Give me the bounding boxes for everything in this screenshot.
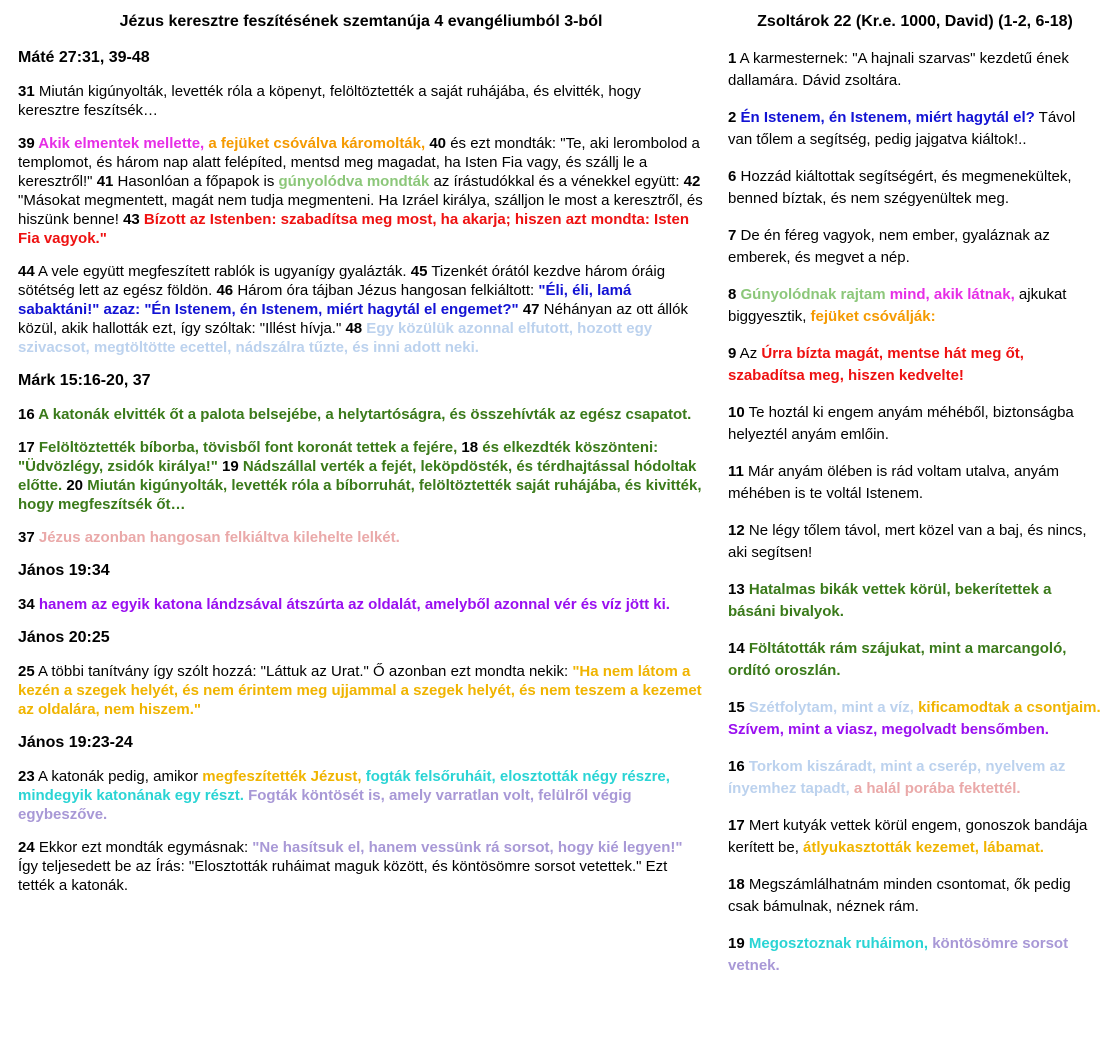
verse	[728, 815, 1102, 859]
verse-text: Mert kutyák vettek körül engem, gonoszok bandája kerített be,	[728, 817, 1088, 856]
verse-number: 11	[728, 463, 744, 480]
verse-text: megfeszítették Jézust,	[202, 768, 362, 785]
verse-text: Nádszállal verték a fejét, leköpdösték, és térdhajtással hódoltak előtte.	[18, 458, 697, 494]
verse	[18, 438, 704, 514]
verse-text: Így teljesedett be az Írás: "Elosztották ruháimat maguk között, és köntösömre sorsot vetettek." Ezt tették a katonák.	[18, 858, 668, 894]
verse-number: 42	[683, 173, 701, 190]
verse-text: az írástudókkal és a vénekkel együtt:	[429, 173, 684, 190]
verse-number: 10	[728, 404, 745, 421]
verse-text: A katonák pedig, amikor	[34, 768, 203, 785]
gospel-sections	[18, 48, 704, 895]
verse	[18, 767, 704, 824]
verse	[18, 262, 704, 357]
verse	[728, 579, 1102, 623]
verse-text: Hatalmas bikák vettek körül, bekerítettek a básáni bivalyok.	[728, 581, 1052, 620]
verse-number: 8	[728, 286, 737, 303]
section-heading: Márk 15:16-20, 37	[18, 372, 151, 389]
verse	[728, 461, 1102, 505]
verse-number: 16	[728, 758, 745, 775]
section-heading: János 20:25	[18, 629, 110, 646]
verse	[18, 528, 704, 547]
verse-number: 17	[18, 439, 35, 456]
verse-number: 44	[18, 263, 35, 280]
verse	[18, 838, 704, 895]
verse	[728, 520, 1102, 564]
verse-number: 18	[728, 876, 745, 893]
verse-text: A vele együtt megfeszített rablók is ugyanígy gyalázták.	[34, 263, 411, 280]
verse-number: 15	[728, 699, 745, 716]
verse	[728, 756, 1102, 800]
verse-text: Megszámlálhatnám minden csontomat, ők pedig csak bámulnak, néznek rám.	[728, 876, 1071, 915]
verse-number: 45	[410, 263, 428, 280]
verse-text: Bízott az Istenben: szabadítsa meg most, ha akarja; hiszen azt mondta: Isten Fia vagyok."	[18, 211, 690, 247]
verse-text: és ezt mondták: "Te, aki lerombolod a templomot, és három nap alatt felépíted, mentsd meg magadat, ha Isten Fia vagy, és szállj le a keresztről!"	[18, 135, 700, 190]
verse-text: fogták felsőruháit, elosztották négy részre, mindegyik katonának egy részt.	[18, 768, 670, 804]
verse-number: 9	[728, 345, 737, 362]
verse-number: 20	[66, 477, 84, 494]
verse-text: kificamodtak a csontjaim.	[913, 699, 1101, 716]
verse-text: a halál porába fektettél.	[849, 780, 1021, 797]
section-heading: János 19:34	[18, 562, 110, 579]
verse-text: gúnyolódva mondták	[278, 173, 430, 190]
verse	[728, 107, 1102, 151]
verse-text: Akik elmentek mellette,	[34, 135, 205, 152]
verse-text: Felöltöztették bíborba, tövisből font koronát tettek a fejére,	[34, 439, 462, 456]
verse-number: 7	[728, 227, 737, 244]
verse-text: Ne légy tőlem távol, mert közel van a baj, és nincs, aki segítsen!	[728, 522, 1087, 561]
verse-number: 17	[728, 817, 745, 834]
verse	[728, 874, 1102, 918]
verse-number: 31	[18, 83, 35, 100]
verse-text: De én féreg vagyok, nem ember, gyaláznak az emberek, és megvet a nép.	[728, 227, 1050, 266]
verse-text: Három óra tájban Jézus hangosan felkiáltott:	[233, 282, 539, 299]
verse-text: és elkezdték köszönteni: "Üdvözlégy, zsidók királya!"	[18, 439, 659, 475]
verse	[18, 595, 704, 614]
verse	[18, 405, 704, 424]
verse-text: mind, akik látnak,	[885, 286, 1015, 303]
verse-number: 39	[18, 135, 35, 152]
verse-text: fejüket csóválják:	[810, 308, 936, 325]
verse-text: Én Istenem, én Istenem, miért hagytál el?	[736, 109, 1035, 126]
verse	[728, 933, 1102, 977]
psalm-title: Zsoltárok 22 (Kr.e. 1000, David) (1-2, 6-18)	[757, 13, 1073, 30]
verse-number: 18	[461, 439, 479, 456]
verse-text: "Éli, éli, lamá sabaktáni!" azaz: "Én Istenem, én Istenem, miért hagytál el engemet?"	[18, 282, 632, 318]
verse-number: 13	[728, 581, 745, 598]
verse-number: 2	[728, 109, 737, 126]
verse-text: Gúnyolódnak rajtam	[736, 286, 886, 303]
verse-text: Torkom kiszáradt, mint a cserép, nyelvem az ínyemhez tapadt,	[728, 758, 1066, 797]
gospel-column	[18, 0, 704, 909]
verse-text: Te hoztál ki engem anyám méhéből, biztonságba helyeztél anyám emlőin.	[728, 404, 1074, 443]
verse-number: 24	[18, 839, 35, 856]
verse-text: A karmesternek: "A hajnali szarvas" kezdetű ének dallamára. Dávid zsoltára.	[728, 50, 1069, 89]
verse	[728, 284, 1102, 328]
verse-text: Úrra bízta magát, mentse hát meg őt, szabadítsa meg, hiszen kedvelte!	[728, 345, 1024, 384]
verse	[18, 134, 704, 248]
verse-number: 48	[345, 320, 363, 337]
verse	[728, 402, 1102, 446]
verse-text: a fejüket csóválva káromolták,	[204, 135, 426, 152]
verse	[728, 697, 1102, 741]
verse-number: 16	[18, 406, 35, 423]
verse-number: 6	[728, 168, 737, 185]
verse-number: 23	[18, 768, 35, 785]
psalm-column	[728, 0, 1102, 992]
verse-text: Már anyám ölében is rád voltam utalva, anyám méhében is te voltál Istenem.	[728, 463, 1060, 502]
verse-number: 19	[222, 458, 239, 475]
verse-text: ajkukat biggyesztik,	[728, 286, 1067, 325]
verse	[728, 166, 1102, 210]
verse-text: köntösömre sorsot vetnek.	[728, 935, 1069, 974]
verse-number: 14	[728, 640, 745, 657]
verse	[728, 638, 1102, 682]
verse	[728, 48, 1102, 92]
verse-text: Hasonlóan a főpapok is	[113, 173, 279, 190]
verse-text: Jézus azonban hangosan felkiáltva kilehelte lelkét.	[34, 529, 400, 546]
verse-text: Az	[736, 345, 762, 362]
verse-text: A többi tanítvány így szólt hozzá: "Láttuk az Urat." Ő azonban ezt mondta nekik:	[34, 663, 573, 680]
verse-number: 46	[216, 282, 234, 299]
verse-number: 47	[522, 301, 540, 318]
verse-text: Néhányan az ott állók közül, akik hallották ezt, így szóltak: "Illést hívja."	[18, 301, 688, 337]
verse-number: 1	[728, 50, 737, 67]
verse-number: 12	[728, 522, 745, 539]
verse-text: A katonák elvitték őt a palota belsejébe, a helytartóságra, és összehívták az egész csapatot.	[34, 406, 692, 423]
verse-number: 43	[123, 211, 140, 228]
section-heading: János 19:23-24	[18, 734, 133, 751]
verse	[18, 662, 704, 719]
verse-text: Ekkor ezt mondták egymásnak:	[34, 839, 253, 856]
psalm-verses	[728, 48, 1102, 977]
verse-number: 37	[18, 529, 35, 546]
verse-text: Fogták köntösét is, amely varratlan volt, felülről végig egybeszőve.	[18, 787, 632, 823]
verse	[728, 343, 1102, 387]
verse-text: Szétfolytam, mint a víz,	[744, 699, 914, 716]
verse-text: Föltátották rám szájukat, mint a marcangoló, ordító oroszlán.	[728, 640, 1067, 679]
verse-text: "Ne hasítsuk el, hanem vessünk rá sorsot, hogy kié legyen!"	[252, 839, 683, 856]
section-heading: Máté 27:31, 39-48	[18, 49, 150, 66]
verse-text: átlyukasztották kezemet, lábamat.	[803, 839, 1044, 856]
verse-text: Szívem, mint a viasz, megolvadt bensőmben.	[728, 721, 1049, 738]
verse	[18, 82, 704, 120]
verse-number: 19	[728, 935, 745, 952]
verse-number: 40	[429, 135, 447, 152]
verse	[728, 225, 1102, 269]
verse-text: "Másokat megmentett, magát nem tudja megmenteni. Ha Izráel királya, szálljon le most a keresztről, és hiszünk benne!	[18, 192, 703, 228]
verse-text: Megosztoznak ruháimon,	[744, 935, 929, 952]
verse-text: Miután kigúnyolták, levették róla a bíborruhát, felöltöztették saját ruhájába, és kivitték, hogy megfeszítsék őt…	[18, 477, 702, 513]
verse-number: 25	[18, 663, 35, 680]
verse-text: Hozzád kiáltottak segítségért, és megmenekültek, benned bíztak, és nem szégyenültek meg.	[728, 168, 1072, 207]
verse-text: hanem az egyik katona lándzsával átszúrta az oldalát, amelyből azonnal vér és víz jött ki.	[34, 596, 670, 613]
verse-text: "Ha nem látom a kezén a szegek helyét, és nem érintem meg ujjammal a szegek helyét, és nem teszem a kezemet az oldalára, nem hiszem."	[18, 663, 702, 718]
verse-number: 34	[18, 596, 35, 613]
verse-text: Tizenkét órától kezdve három óráig sötétség lett az egész földön.	[18, 263, 666, 299]
verse-text: Távol van tőlem a segítség, pedig jajgatva kiáltok!..	[728, 109, 1076, 148]
verse-number: 41	[96, 173, 114, 190]
gospel-title: Jézus keresztre feszítésének szemtanúja 4 evangéliumból 3-ból	[119, 13, 603, 30]
verse-text: Miután kigúnyolták, levették róla a köpenyt, felöltöztették a saját ruhájába, és elvitték, hogy keresztre feszítsék…	[18, 83, 641, 119]
verse-text: Egy közülük azonnal elfutott, hozott egy szivacsot, megtöltötte ecettel, nádszálra tűzte, és inni adott neki.	[18, 320, 653, 356]
